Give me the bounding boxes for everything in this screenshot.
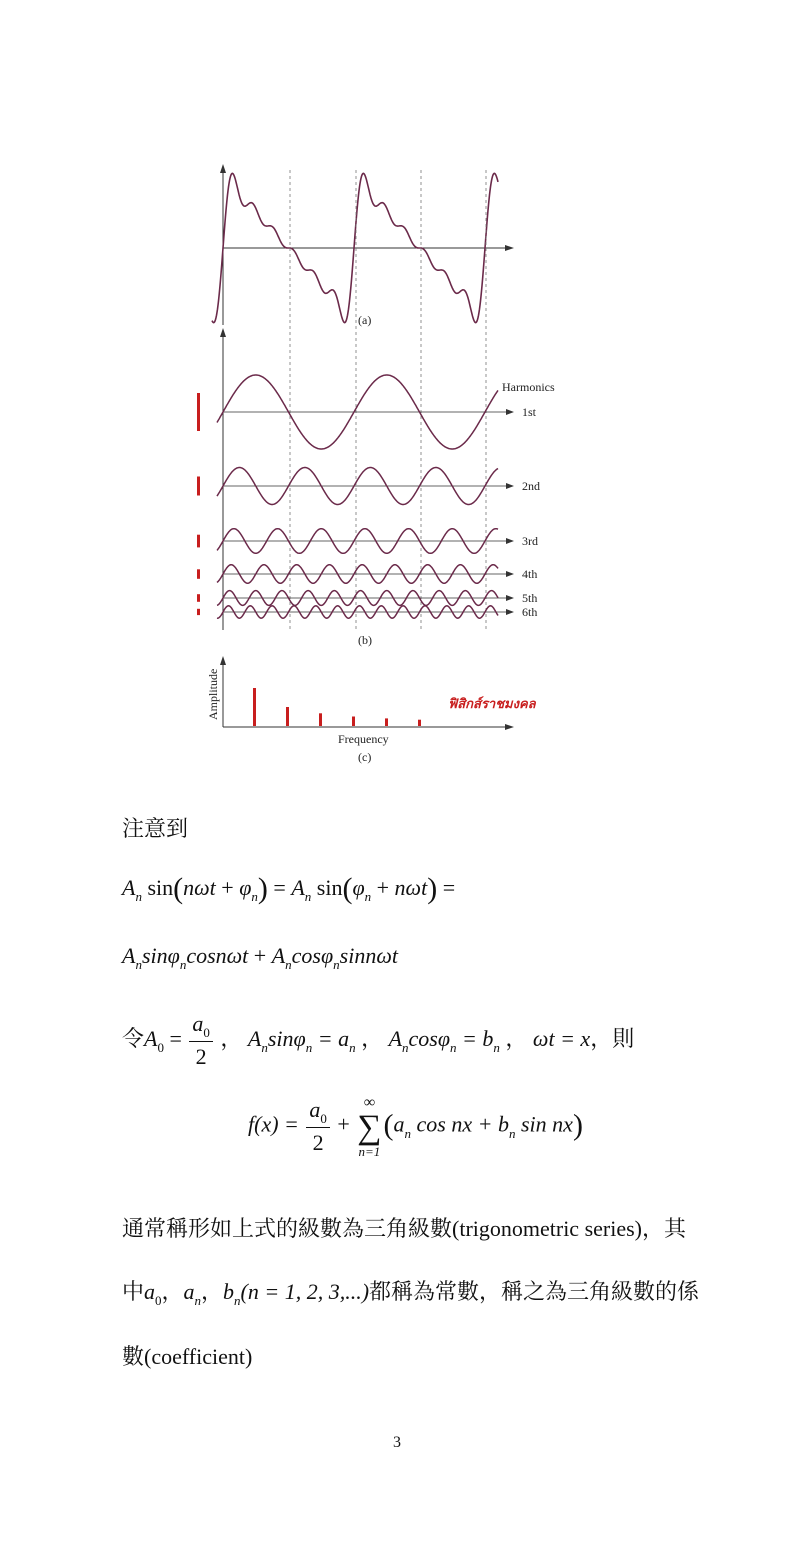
sub-eq-bn: = b [462,1026,494,1052]
para2-zhong: 中 [122,1279,145,1304]
sub-An1: A [247,1026,262,1052]
para2-rest: 都稱為常數，稱之為三角級數的係 [369,1279,700,1304]
eq2-cos-n-omega-t: cosnωt [186,943,249,968]
notice-heading: 注意到 [122,816,189,841]
eq1-n: n [183,875,195,900]
axis-c-horizontal-arrow [505,724,514,730]
formula-b-sub: n [508,1125,516,1141]
harmonic-label-3rd: 3rd [522,534,538,548]
axis-a-vertical-arrow [220,164,226,173]
sum-upper: ∞ [363,1094,376,1111]
formula-paren-close: ) [572,1108,583,1142]
sum-sigma: ∑ [357,1109,382,1146]
sub-sep3: ， [505,1026,528,1052]
harmonic-axis-arrow-5th [506,595,514,601]
formula-paren-open: ( [383,1108,394,1142]
formula-frac-a-sub: 0 [320,1110,327,1126]
eq1-plus2: + [376,875,390,900]
amplitude-marker-4th [197,569,200,579]
paragraph-line-2 [122,1275,699,1306]
spectrum-bar-4th [352,717,355,727]
amplitude-marker-1st [197,393,200,431]
eq2-A2-sub: n [285,957,292,972]
amplitude-marker-3rd [197,535,200,548]
eq1-A2: A [291,875,305,900]
eq1-paren-close: ) [257,872,268,905]
formula-a-sub: n [404,1125,412,1141]
spectrum-bar-1st [253,688,256,726]
sub-A0-sub: 0 [157,1040,164,1056]
eq2-phi-sub: n [179,957,187,972]
eq2-A: A [122,943,136,968]
harmonic-waves [197,375,514,618]
axis-b-vertical-arrow [220,328,226,337]
harmonics-title: Harmonics [502,380,555,394]
sub-eq: = [169,1026,182,1052]
eq2-A2: A [271,943,286,968]
harmonic-axis-arrow-3rd [506,538,514,544]
amplitude-label: Amplitude [206,668,220,720]
eq1-plus: + [221,875,234,900]
formula-b: b [497,1111,509,1137]
eq1-phi-sub: n [251,889,258,904]
eq1-paren-open: ( [173,872,184,905]
eq1-paren2-close: ) [427,872,438,905]
sub-omega-t: ωt = x [532,1026,591,1052]
eq1-sin2: sin [316,875,343,900]
formula-summation [357,1095,381,1158]
formula-cosnx: cos nx + [416,1111,493,1137]
formula-plus: + [337,1111,350,1137]
sub-An2-sub: n [402,1040,409,1056]
panel-c-spectrum [206,656,537,764]
harmonic-label-4th: 4th [522,567,538,581]
eq2-sin-phi: sinφ [141,943,180,968]
formula-a: a [393,1111,405,1137]
sub-sin-phi: sinφ [267,1026,306,1052]
equation-1 [122,872,455,906]
formula-fx: f(x) = [248,1111,299,1137]
harmonic-label-1st: 1st [522,405,537,419]
sum-lower: n=1 [358,1144,381,1159]
panel-b-harmonics [197,328,555,647]
equation-2 [122,943,398,972]
amplitude-marker-6th [197,609,200,615]
eq1-sin: sin [147,875,174,900]
eq1-phi: φ [239,875,252,900]
paragraph-line-3: 數(coefficient) [122,1344,253,1369]
spectrum-bar-2nd [286,707,289,726]
frequency-label: Frequency [338,732,389,746]
sub-An2: A [388,1026,403,1052]
eq1-paren2-open: ( [342,872,353,905]
eq1-A: A [122,875,136,900]
eq1-omega-t: ωt [194,875,216,900]
amplitude-marker-5th [197,594,200,602]
sub-phi1-sub: n [305,1040,313,1056]
sub-an-sub: n [349,1040,356,1056]
eq2-cos-phi: cosφ [291,943,334,968]
amplitude-marker-2nd [197,477,200,496]
eq1-phi2: φ [352,875,365,900]
eq1-phi2-sub: n [364,889,372,904]
sub-phi2-sub: n [450,1040,457,1056]
formula-frac-a: a [309,1096,321,1122]
eq2-A-sub: n [135,957,142,972]
harmonic-axis-arrow-4th [506,571,514,577]
para2-sep1: ， [161,1279,184,1304]
formula-frac-den: 2 [312,1129,324,1155]
sub-frac-a: a [192,1011,204,1036]
sub-sep1: ， [220,1026,243,1052]
sub-A0: A [144,1026,158,1052]
paragraph-line-1: 通常稱形如上式的級數為三角級數(trigonometric series)，其 [122,1216,686,1241]
panel-a-label: (a) [358,313,372,327]
panel-c-label: (c) [358,750,372,764]
para2-bn-sub: n [234,1293,241,1308]
sub-fraction [189,1010,213,1072]
harmonic-axis-arrow-6th [506,609,514,615]
para2-a0-sub: 0 [155,1293,162,1308]
eq2-phi2-sub: n [333,957,340,972]
sub-bn-sub: n [493,1040,500,1056]
formula-fraction [306,1096,330,1158]
para2-an: a [183,1279,195,1304]
eq1-equals: = [273,875,286,900]
sub-frac-a-sub: 0 [203,1025,210,1040]
formula-sinnx: sin nx [520,1111,573,1137]
page-number: 3 [393,1434,401,1451]
harmonic-label-6th: 6th [522,605,538,619]
spectrum-bar-6th [418,720,421,726]
eq1-n-omega-t: nωt [394,875,428,900]
harmonic-label-2nd: 2nd [522,479,540,493]
fourier-formula [248,1095,583,1158]
axis-c-vertical-arrow [220,656,226,665]
eq1-sub-n: n [135,889,142,904]
para2-an-sub: n [194,1293,202,1308]
sub-cos-phi: cosφ [408,1026,451,1052]
sub-ze: ，則 [590,1026,635,1052]
fourier-figure [190,160,580,770]
para2-range: (n = 1, 2, 3,...) [240,1279,370,1304]
sub-An1-sub: n [261,1040,268,1056]
period-grid [290,170,486,630]
sub-sep2: ， [361,1026,384,1052]
harmonic-axis-arrow-1st [506,409,514,415]
watermark: ฟิสิกส์ราชมงคล [448,697,536,712]
eq2-sin-n-omega-t: sinnωt [339,943,398,968]
para2-bn: b [223,1279,235,1304]
axis-a-horizontal-arrow [505,245,514,251]
sub-frac-den: 2 [195,1044,207,1069]
sub-ling: 令 [122,1026,145,1052]
sub-eq-an: = a [317,1026,350,1052]
substitution-line [122,1010,634,1072]
spectrum-bars [253,688,421,726]
eq1-A2-sub: n [304,889,312,904]
spectrum-bar-3rd [319,713,322,726]
eq1-equals-end: = [442,875,456,900]
harmonic-axis-arrow-2nd [506,483,514,489]
panel-b-label: (b) [358,633,372,647]
panel-a-sawtooth [212,164,514,327]
para2-a0: a [144,1279,156,1304]
harmonic-label-5th: 5th [522,591,538,605]
eq2-plus: + [253,943,267,968]
spectrum-bar-5th [385,718,388,726]
para2-sep2: ， [201,1279,224,1304]
